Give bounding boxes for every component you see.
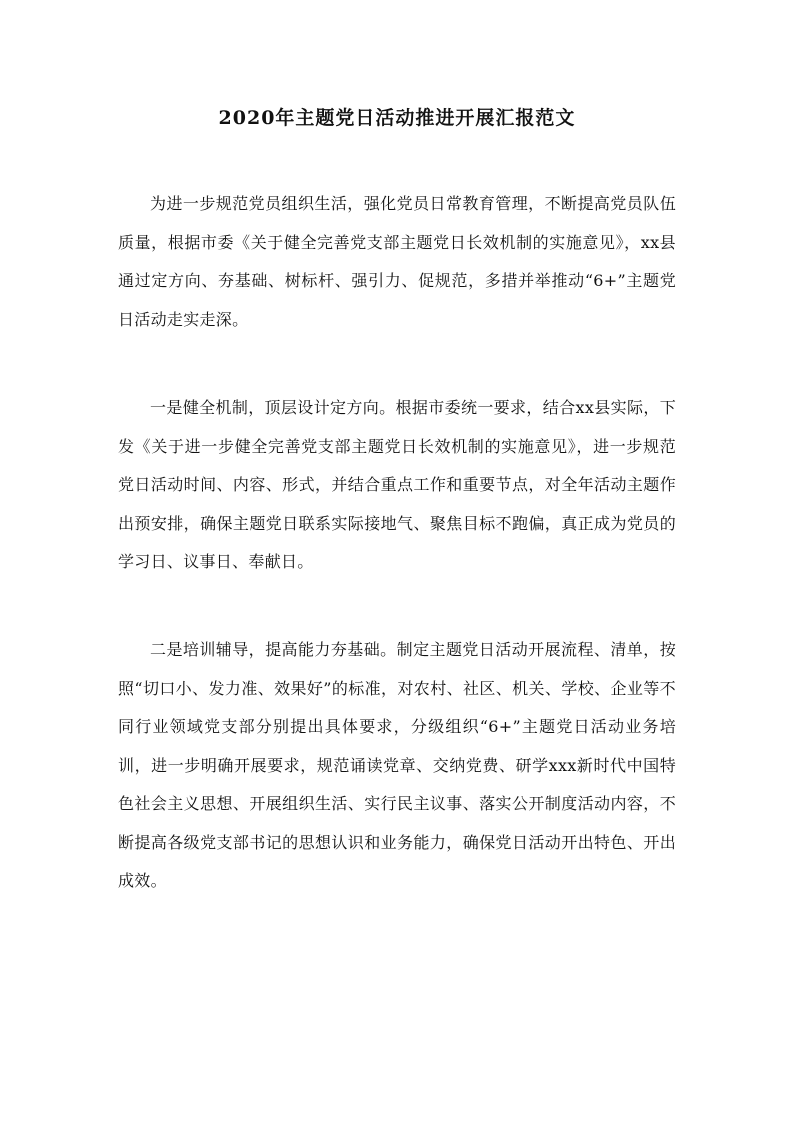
paragraph-mechanism: 一是健全机制，顶层设计定方向。根据市委统一要求，结合xx县实际，下发《关于进一步健全完善党支部主题党日长效机制的实施意见》，进一步规范党日活动时间、内容、形式，并结合重点工作和重要节点，对全年活动主题作出预安排，确保主题党日联系实际接地气、聚焦目标不跑偏，真正成为党员的学习日、议事日、奉献日。 bbox=[118, 398, 676, 571]
paragraph-training: 二是培训辅导，提高能力夯基础。制定主题党日活动开展流程、清单，按照“切口小、发力准、效果好”的标准，对农村、社区、机关、学校、企业等不同行业领域党支部分别提出具体要求，分级组织“6+”主题党日活动业务培训，进一步明确开展要求，规范诵读党章、交纳党费、研学xxx新时代中国特色社会主义思想、开展组织生活、实行民主议事、落实公开制度活动内容，不断提高各级党支部书记的思想认识和业务能力，确保党日活动开出特色、开出成效。 bbox=[118, 640, 676, 890]
document-title: 2020年主题党日活动推进开展汇报范文 bbox=[218, 107, 576, 129]
paragraph-intro: 为进一步规范党员组织生活，强化党员日常教育管理，不断提高党员队伍质量，根据市委《关于健全完善党支部主题党日长效机制的实施意见》，xx县通过定方向、夯基础、树标杆、强引力、促规范，多措并举推动“6+”主题党日活动走实走深。 bbox=[118, 194, 676, 329]
